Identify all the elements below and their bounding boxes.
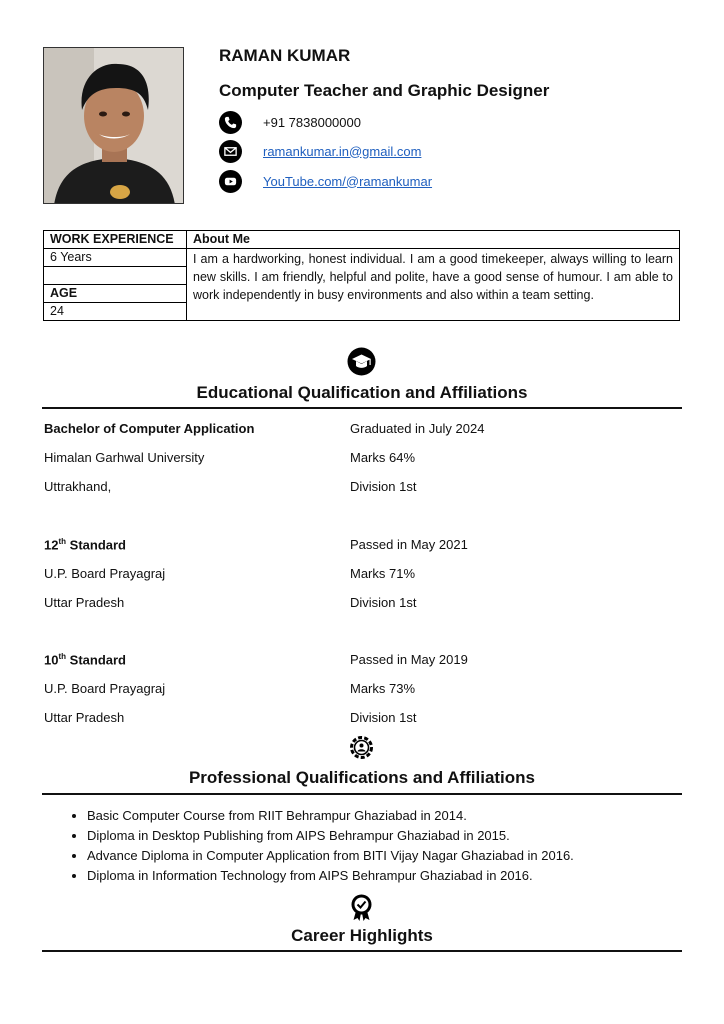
gear-user-icon (347, 733, 376, 762)
candidate-role: Computer Teacher and Graphic Designer (219, 81, 550, 100)
edu-division: Division 1st (350, 595, 417, 610)
professional-list (43, 806, 574, 886)
about-me-label: About Me (187, 231, 680, 249)
youtube-icon (219, 170, 242, 193)
edu-institution: U.P. Board Prayagraj (44, 566, 166, 581)
edu-location: Uttar Pradesh (44, 710, 125, 725)
list-item: • Diploma in Information Technology from AIPS Behrampur Ghaziabad in 2016. (87, 866, 574, 886)
work-experience-value: 6 Years (44, 249, 187, 267)
award-badge-icon (347, 893, 376, 922)
phone-row (219, 110, 361, 134)
degree-superscript: th (58, 652, 67, 661)
about-me-text: I am a hardworking, honest individual. I am a good timekeeper, always willing to learn new skills. I am friendly, helpful and polite, have a good sense of humour. I am able to work independently in busy environments and also within a team setting. (187, 249, 680, 321)
edu-marks: Marks 71% (350, 566, 416, 581)
edu-status: Passed in May 2019 (350, 652, 468, 667)
professional-divider (42, 793, 682, 795)
email-row (219, 139, 421, 163)
education-title: Educational Qualification and Affiliations (196, 383, 528, 402)
edu-status: Passed in May 2021 (350, 537, 468, 552)
profile-photo (43, 47, 184, 204)
list-item: • Advance Diploma in Computer Application from BITI Vijay Nagar Ghaziabad in 2016. (87, 846, 574, 866)
degree-number: 10 (44, 652, 59, 668)
candidate-name: RAMAN KUMAR (219, 46, 351, 65)
info-table (43, 230, 680, 321)
edu-institution: Himalan Garhwal University (44, 450, 205, 465)
work-experience-label: WORK EXPERIENCE (44, 231, 187, 249)
career-title: Career Highlights (291, 926, 433, 945)
education-divider (42, 407, 682, 409)
youtube-row (219, 169, 432, 193)
degree-superscript: th (58, 537, 67, 546)
age-value: 24 (44, 303, 187, 321)
edu-degree (44, 652, 126, 667)
email-icon (219, 140, 242, 163)
edu-marks: Marks 73% (350, 681, 416, 696)
edu-institution: U.P. Board Prayagraj (44, 681, 166, 696)
empty-cell (44, 267, 187, 285)
degree-suffix: Standard (66, 652, 126, 668)
edu-status: Graduated in July 2024 (350, 421, 485, 436)
list-item: • Basic Computer Course from RIIT Behrampur Ghaziabad in 2014. (87, 806, 574, 826)
graduation-cap-icon (347, 347, 376, 376)
edu-location: Uttrakhand, (44, 479, 112, 494)
professional-title: Professional Qualifications and Affiliations (188, 768, 536, 787)
age-label: AGE (44, 285, 187, 303)
edu-degree (44, 537, 126, 552)
degree-suffix: Standard (66, 537, 126, 553)
phone-number: +91 7838000000 (263, 114, 361, 130)
edu-degree: Bachelor of Computer Application (44, 421, 255, 436)
youtube-link[interactable]: YouTube.com/@ramankumar (263, 173, 433, 189)
career-divider (42, 950, 682, 952)
edu-division: Division 1st (350, 479, 417, 494)
edu-division: Division 1st (350, 710, 417, 725)
list-item: • Diploma in Desktop Publishing from AIPS Behrampur Ghaziabad in 2015. (87, 826, 574, 846)
phone-icon (219, 111, 242, 134)
degree-number: 12 (44, 537, 59, 553)
edu-location: Uttar Pradesh (44, 595, 125, 610)
edu-marks: Marks 64% (350, 450, 416, 465)
email-link[interactable]: ramankumar.in@gmail.com (263, 143, 422, 159)
